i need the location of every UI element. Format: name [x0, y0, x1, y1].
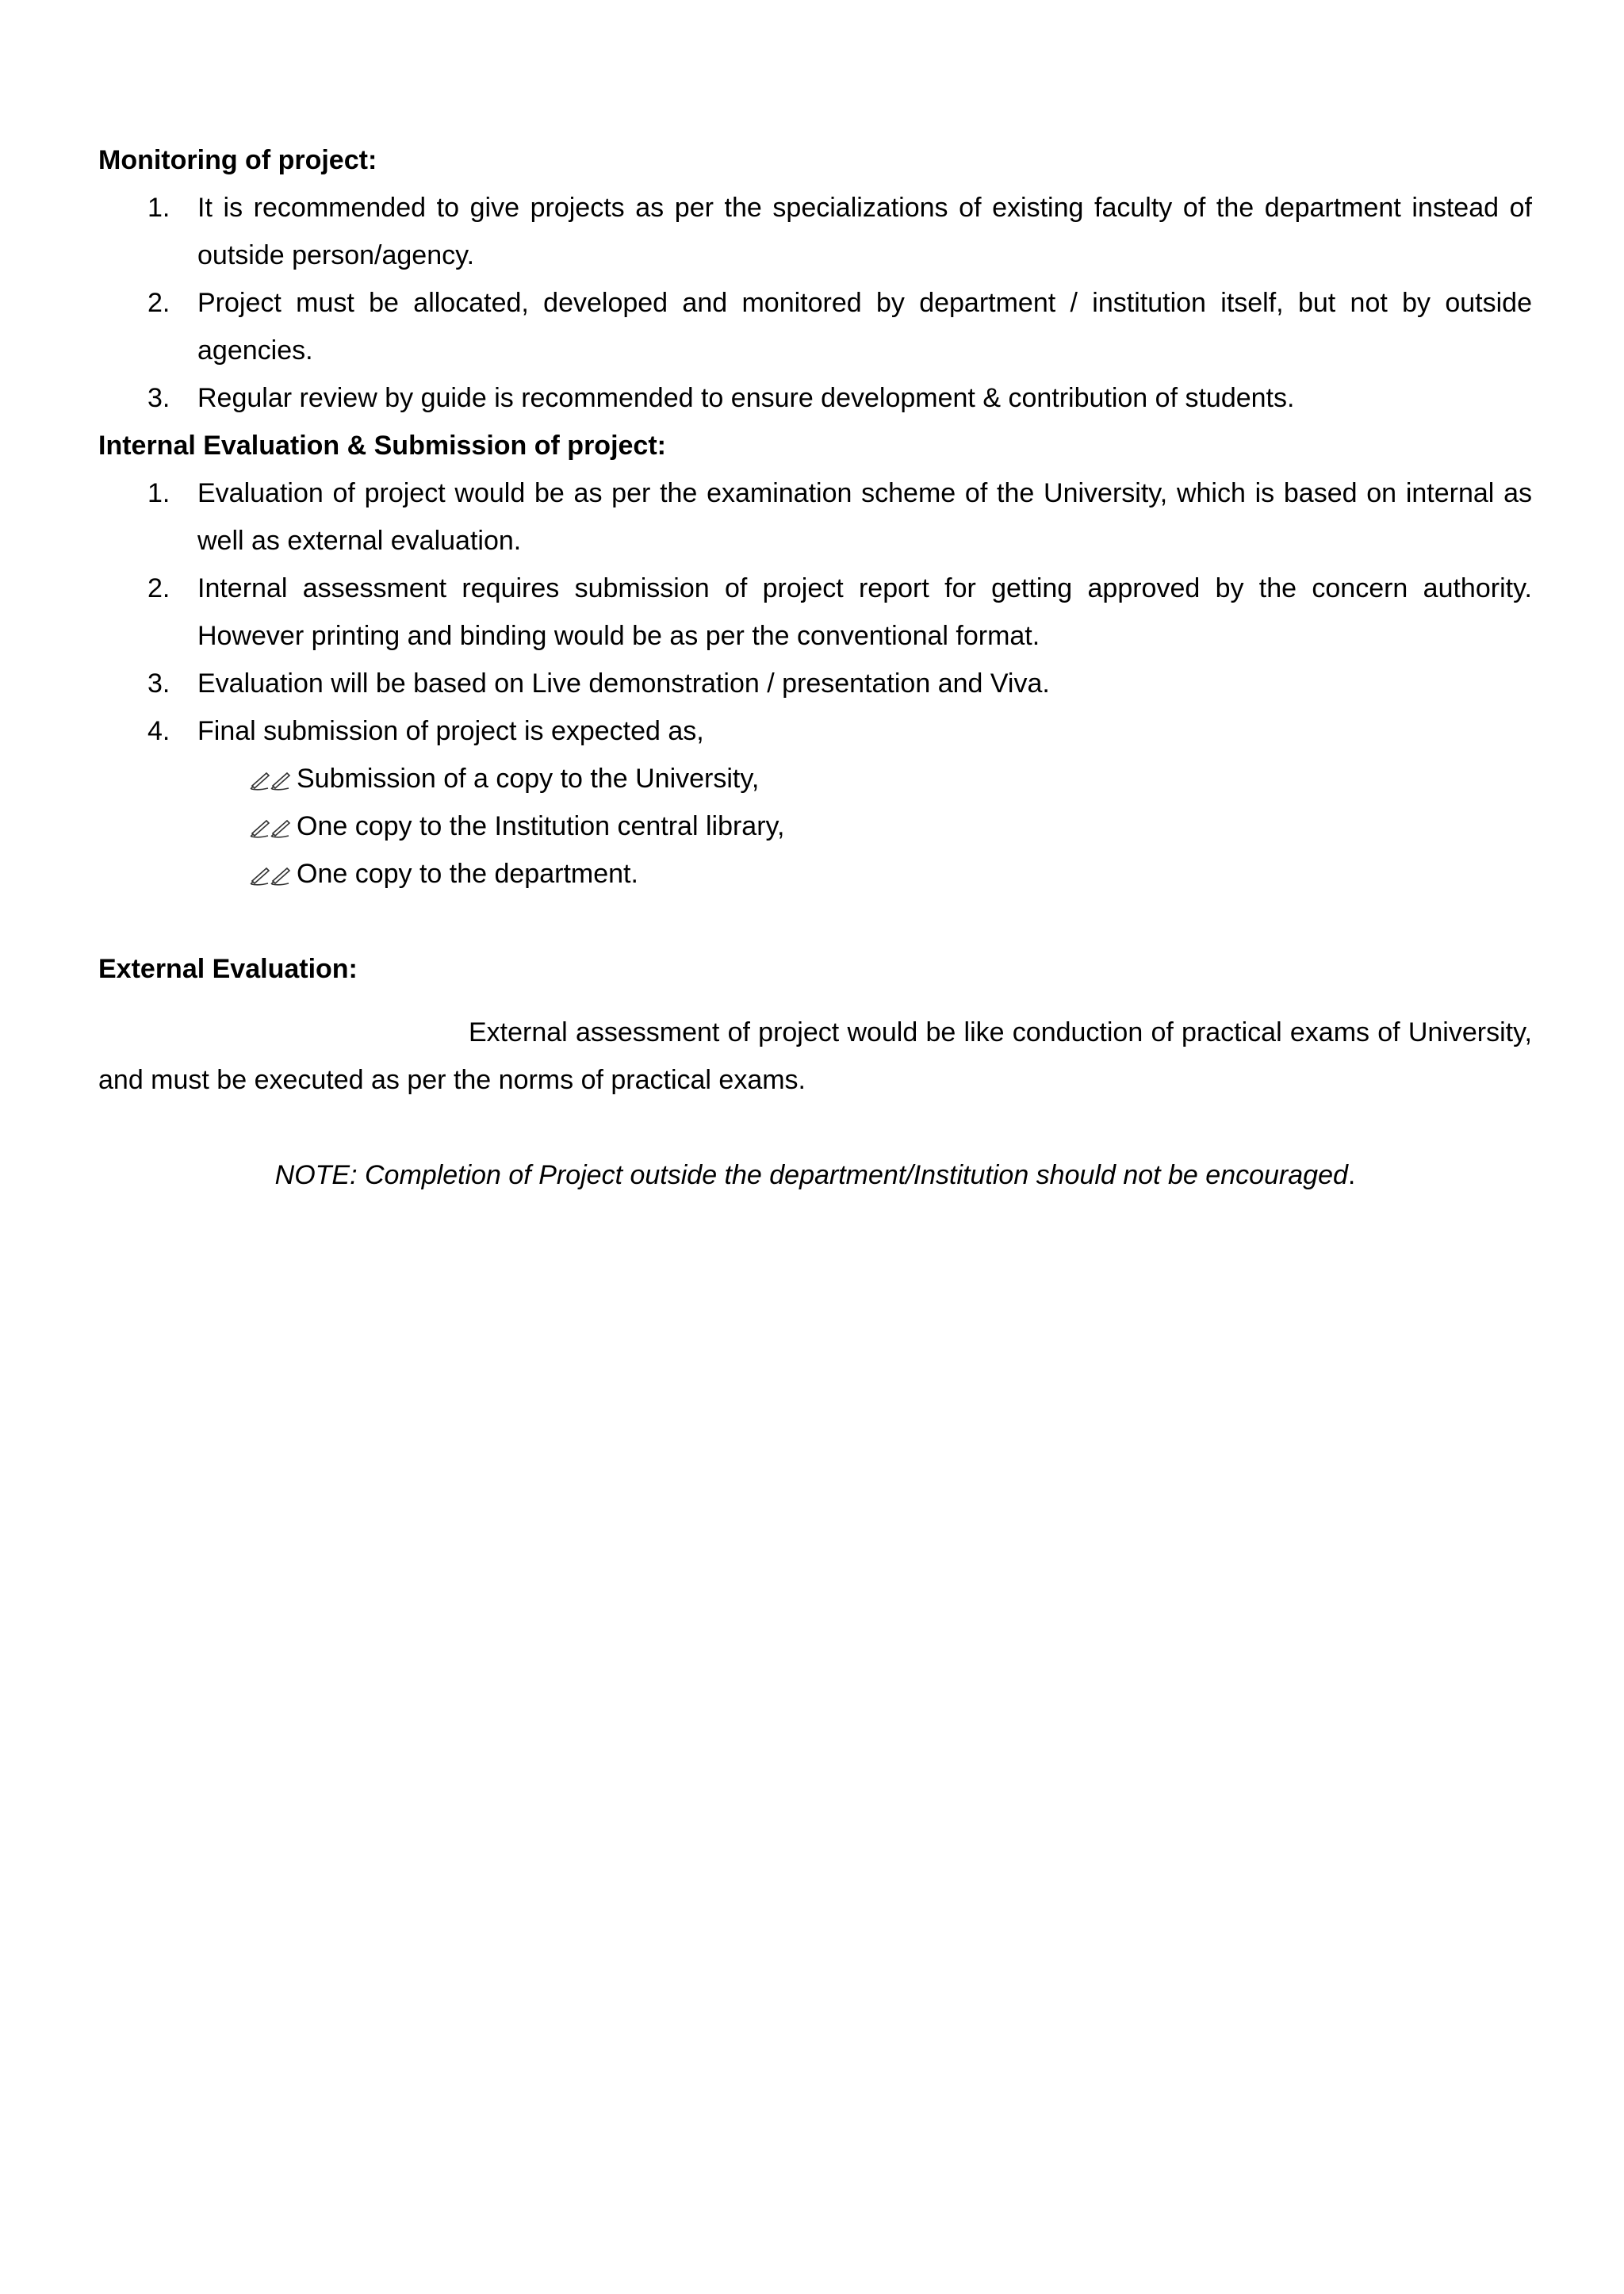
- submission-bullets: [98, 755, 1532, 898]
- monitoring-list: [98, 184, 1532, 422]
- internal-list: [98, 469, 1532, 755]
- note-period: .: [1347, 1160, 1356, 1190]
- internal-heading: Internal Evaluation & Submission of project:: [98, 431, 666, 461]
- list-item: [98, 279, 1532, 374]
- list-item-text: Regular review by guide is recommended to ensure development & contribution of students.: [197, 383, 1295, 413]
- list-item-text: Evaluation of project would be as per the examination scheme of the University, which is based on internal as well as external evaluation.: [197, 478, 1532, 556]
- list-item-text: It is recommended to give projects as per the specializations of existing faculty of the department instead of outside person/agency.: [197, 193, 1532, 270]
- monitoring-heading: Monitoring of project:: [98, 145, 377, 175]
- pen-writing-icon: [249, 814, 293, 838]
- list-item-text: Internal assessment requires submission of project report for getting approved by the concern authority. However printing and binding would be as per the conventional format.: [197, 573, 1532, 651]
- note-text: NOTE: Completion of Project outside the department/Institution should not be encouraged: [274, 1160, 1348, 1190]
- list-item: [98, 469, 1532, 565]
- list-item-number: 4.: [147, 716, 170, 746]
- list-item-number: 1.: [147, 478, 170, 508]
- bullet-item: [249, 755, 1532, 802]
- list-item-number: 2.: [147, 573, 170, 603]
- bullet-item: [249, 850, 1532, 898]
- pen-writing-icon: [249, 767, 293, 791]
- list-item: [98, 184, 1532, 279]
- section-spacer: [98, 993, 1532, 1009]
- pen-writing-icon: [249, 862, 293, 886]
- external-heading: External Evaluation:: [98, 954, 358, 984]
- list-item: [98, 660, 1532, 707]
- bullet-item: [249, 802, 1532, 850]
- document-page: [98, 136, 1532, 1199]
- bullet-text: One copy to the Institution central library,: [297, 811, 785, 841]
- list-item-number: 3.: [147, 383, 170, 413]
- external-paragraph: External assessment of project would be like conduction of practical exams of University, and must be executed as per the norms of practical exams.: [98, 1017, 1532, 1095]
- list-item: [98, 707, 1532, 755]
- bullet-text: Submission of a copy to the University,: [297, 764, 760, 794]
- list-item-number: 2.: [147, 288, 170, 318]
- note-line: [98, 1151, 1532, 1199]
- list-item-text: Evaluation will be based on Live demonstration / presentation and Viva.: [197, 668, 1050, 699]
- section-spacer: [98, 898, 1532, 945]
- list-item: [98, 374, 1532, 422]
- section-spacer: [98, 1104, 1532, 1151]
- bullet-text: One copy to the department.: [297, 859, 638, 889]
- list-item-text: Project must be allocated, developed and monitored by department / institution itself, but not by outside agencies.: [197, 288, 1532, 366]
- list-item-number: 1.: [147, 193, 170, 223]
- list-item: [98, 565, 1532, 660]
- list-item-number: 3.: [147, 668, 170, 699]
- list-item-text: Final submission of project is expected as,: [197, 716, 704, 746]
